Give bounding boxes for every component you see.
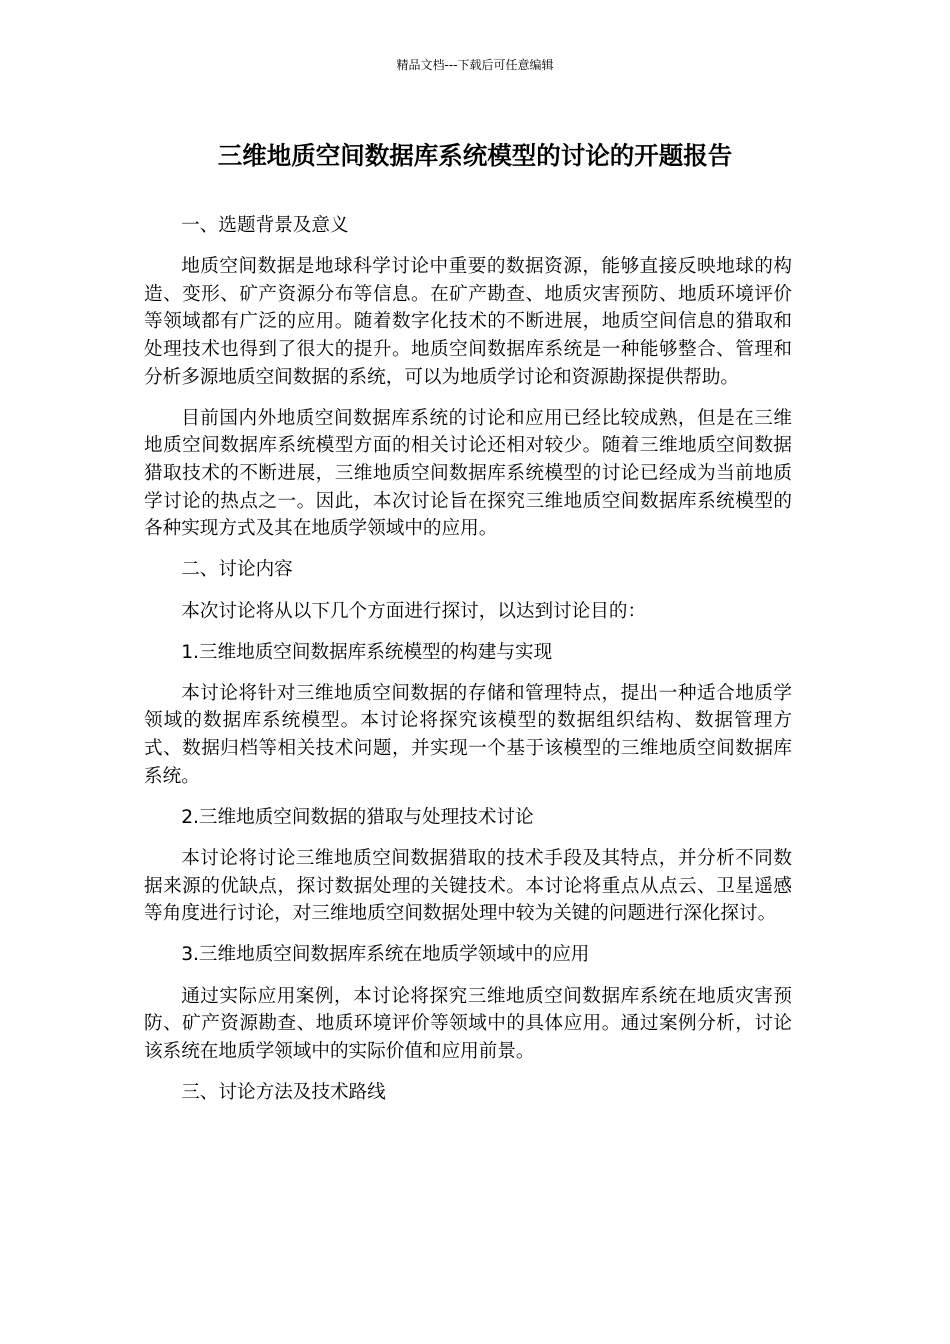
paragraph: 本次讨论将从以下几个方面进行探讨，以达到讨论目的：: [181, 600, 647, 622]
section-heading-method: 三、讨论方法及技术路线: [181, 1081, 386, 1103]
header-note: 精品文档---下载后可任意编辑: [396, 58, 554, 72]
section-heading-background: 一、选题背景及意义: [181, 215, 349, 236]
document-title: 三维地质空间数据库系统模型的讨论的开题报告: [217, 141, 733, 170]
paragraph: 本讨论将针对三维地质空间数据的存储和管理特点，提出一种适合地质学领域的数据库系统模型。本讨论将探究该模型的数据组织结构、数据管理方式、数据归档等相关技术问题，并实现一个基于该模型的三维地质空间数据库系统。: [144, 682, 792, 787]
subheading: 3.三维地质空间数据库系统在地质学领域中的应用: [181, 944, 590, 966]
paragraph: 通过实际应用案例，本讨论将探究三维地质空间数据库系统在地质灾害预防、矿产资源勘查、地质环境评价等领域中的具体应用。通过案例分析，讨论该系统在地质学领域中的实际价值和应用前景。: [144, 985, 792, 1062]
paragraph: 目前国内外地质空间数据库系统的讨论和应用已经比较成熟，但是在三维地质空间数据库系统模型方面的相关讨论还相对较少。随着三维地质空间数据猎取技术的不断进展，三维地质空间数据库系统模型的讨论已经成为当前地质学讨论的热点之一。因此，本次讨论旨在探究三维地质空间数据库系统模型的各种实现方式及其在地质学领域中的应用。: [144, 407, 792, 540]
subheading: 1.三维地质空间数据库系统模型的构建与实现: [181, 641, 553, 663]
document-body: [144, 212, 792, 1107]
paragraph: 地质空间数据是地球科学讨论中重要的数据资源，能够直接反映地球的构造、变形、矿产资源分布等信息。在矿产勘查、地质灾害预防、地质环境评价等领域都有广泛的应用。随着数字化技术的不断进展，地质空间信息的猎取和处理技术也得到了很大的提升。地质空间数据库系统是一种能够整合、管理和分析多源地质空间数据的系统，可以为地质学讨论和资源勘探提供帮助。: [144, 256, 792, 388]
subheading: 2.三维地质空间数据的猎取与处理技术讨论: [181, 806, 534, 828]
section-heading-content: 二、讨论内容: [181, 559, 293, 581]
paragraph: 本讨论将讨论三维地质空间数据猎取的技术手段及其特点，并分析不同数据来源的优缺点，探讨数据处理的关键技术。本讨论将重点从点云、卫星遥感等角度进行讨论，对三维地质空间数据处理中较为关键的问题进行深化探讨。: [144, 848, 792, 925]
